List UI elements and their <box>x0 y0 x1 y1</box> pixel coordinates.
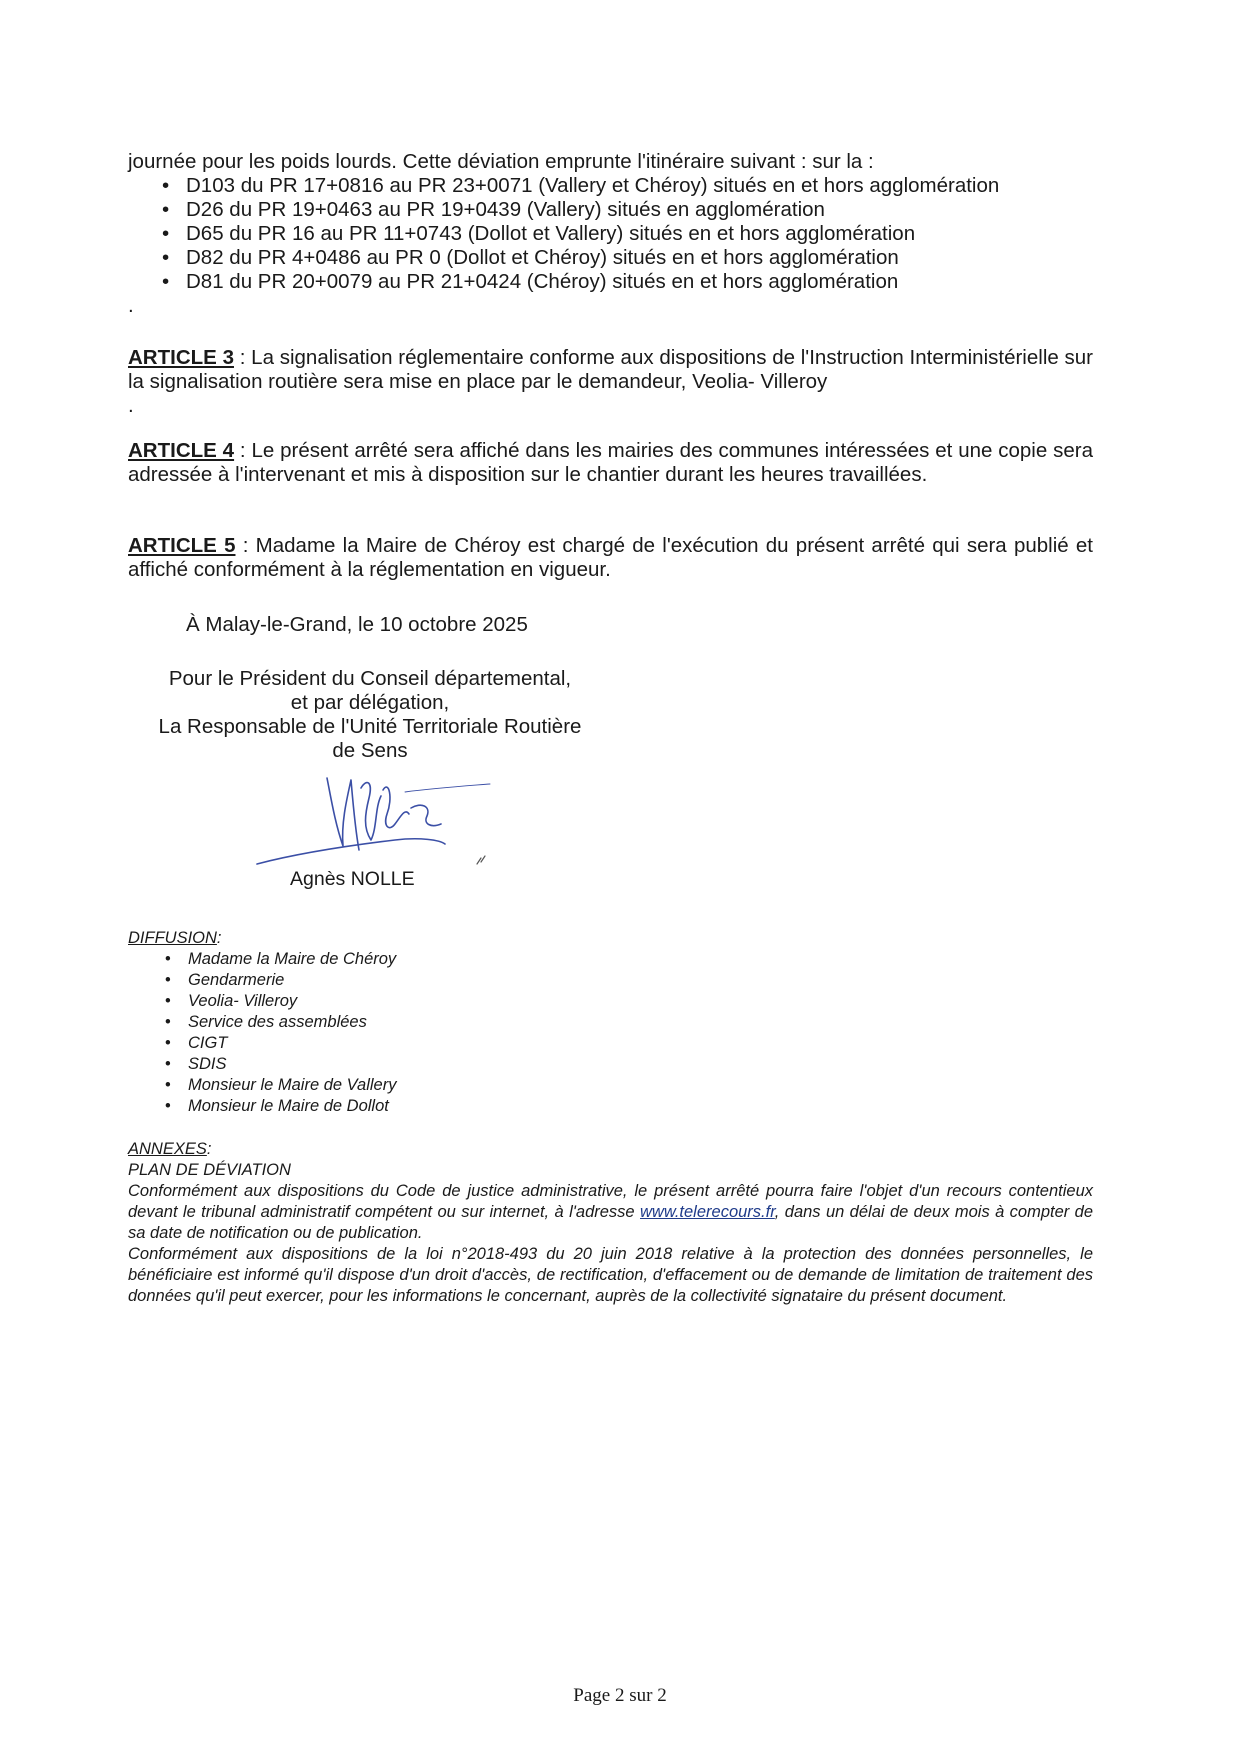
place-date: À Malay-le-Grand, le 10 octobre 2025 <box>186 613 528 636</box>
recours-text-after: , dans un délai de deux mois à compter de sa date de notification ou de publication. <box>128 1203 1093 1242</box>
list-item: • D103 du PR 17+0816 au PR 23+0071 (Vallery et Chéroy) situés en et hors agglomération <box>128 174 1093 198</box>
article-3-text: : La signalisation réglementaire conforme aux dispositions de l'Instruction Interministérielle sur la signalisation routière sera mise en place par le demandeur, Veolia- Villeroy <box>128 346 1093 393</box>
article-5-text: : Madame la Maire de Chéroy est chargé de l'exécution du présent arrêté qui sera publié et affiché conformément à la réglementation en vigueur. <box>128 534 1093 581</box>
route-section <box>128 150 1093 318</box>
handwritten-signature <box>255 768 505 878</box>
signature-block <box>140 667 600 763</box>
list-item: • Service des assemblées <box>128 1012 1093 1033</box>
diffusion-colon: : <box>216 929 222 947</box>
telerecours-link[interactable]: www.telerecours.fr <box>640 1203 775 1221</box>
article-4-text: : Le présent arrêté sera affiché dans les mairies des communes intéressées et une copie sera adressée à l'intervenant et mis à disposition sur le chantier durant les heures travaillées. <box>128 439 1093 486</box>
article-5-label: ARTICLE 5 <box>128 534 236 557</box>
list-item: • D65 du PR 16 au PR 11+0743 (Dollot et Vallery) situés en et hors agglomération <box>128 222 1093 246</box>
signatory-line-4: de Sens <box>332 739 408 762</box>
diffusion-title-text: DIFFUSION <box>128 929 217 947</box>
article-3-dot: . <box>128 394 134 417</box>
signatory-line-3: La Responsable de l'Unité Territoriale Routière <box>158 715 582 738</box>
list-item: • D81 du PR 20+0079 au PR 21+0424 (Chéroy) situés en et hors agglomération <box>128 270 1093 294</box>
list-item: • D82 du PR 4+0486 au PR 0 (Dollot et Chéroy) situés en et hors agglomération <box>128 246 1093 270</box>
list-item: • Gendarmerie <box>128 970 1093 991</box>
annexes-title <box>128 1139 1093 1160</box>
annexes-section <box>128 1139 1093 1307</box>
rgpd-paragraph: Conformément aux dispositions de la loi n°2018-493 du 20 juin 2018 relative à la protection des données personnelles, le bénéficiaire est informé qu'il dispose d'un droit d'accès, de rectification, d'effacement ou de demande de limitation de traitement des données qu'il peut exercer, pour les informations le concernant, auprès de la collectivité signataire du présent document. <box>128 1245 1093 1305</box>
recours-paragraph <box>128 1181 1093 1244</box>
list-item: • CIGT <box>128 1033 1093 1054</box>
recours-text-before: Conformément aux dispositions du Code de justice administrative, le présent arrêté pourra faire l'objet d'un recours contentieux devant le tribunal administratif compétent ou sur internet, à l'adresse <box>128 1182 1093 1221</box>
signatory-line-2: et par délégation, <box>290 691 450 714</box>
list-item: • Veolia- Villeroy <box>128 991 1093 1012</box>
page-number: Page 2 sur 2 <box>573 1685 667 1706</box>
annexes-title-text: ANNEXES <box>128 1140 207 1158</box>
separator-dot: . <box>128 294 134 317</box>
article-3 <box>128 346 1093 418</box>
article-3-label: ARTICLE 3 <box>128 346 234 369</box>
signatory-name: Agnès NOLLE <box>290 868 415 890</box>
intro-line: journée pour les poids lourds. Cette déviation emprunte l'itinéraire suivant : sur la : <box>128 150 874 173</box>
diffusion-title <box>128 928 1093 949</box>
diffusion-section <box>128 928 1093 1117</box>
list-item: • SDIS <box>128 1054 1093 1075</box>
article-5 <box>128 534 1093 582</box>
annexes-colon: : <box>206 1140 212 1158</box>
article-4-label: ARTICLE 4 <box>128 439 235 462</box>
list-item: • Monsieur le Maire de Dollot <box>128 1096 1093 1117</box>
list-item: • Madame la Maire de Chéroy <box>128 949 1093 970</box>
list-item: • D26 du PR 19+0463 au PR 19+0439 (Vallery) situés en agglomération <box>128 198 1093 222</box>
diffusion-list <box>128 949 1093 1117</box>
signatory-line-1: Pour le Président du Conseil départemental, <box>168 667 572 690</box>
article-4 <box>128 439 1093 487</box>
list-item: • Monsieur le Maire de Vallery <box>128 1075 1093 1096</box>
route-list <box>128 174 1093 294</box>
annexes-plan: PLAN DE DÉVIATION <box>128 1161 291 1179</box>
